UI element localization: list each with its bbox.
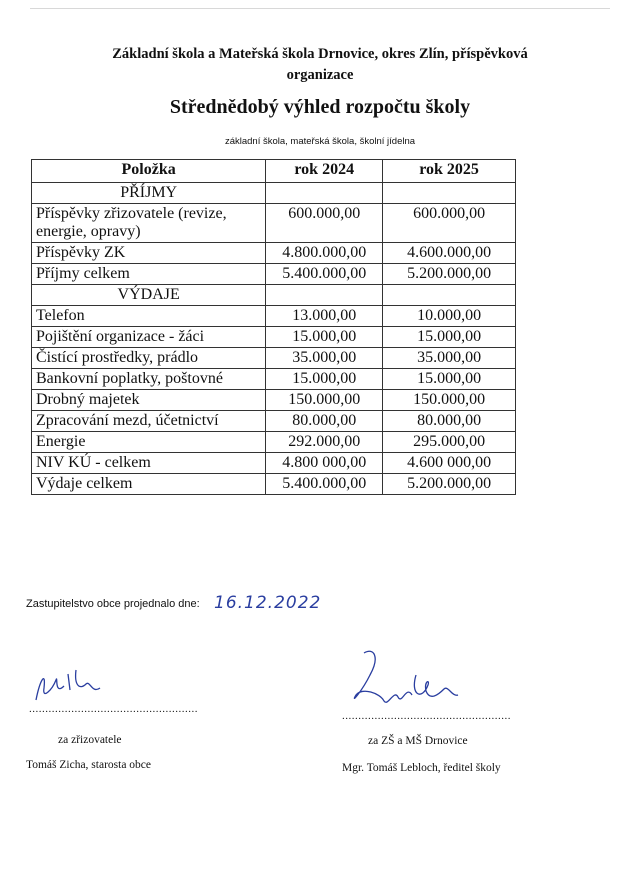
row-item: NIV KÚ - celkem <box>32 453 266 474</box>
empty-cell <box>383 183 516 204</box>
income-heading: PŘÍJMY <box>32 183 266 204</box>
row-item: Příjmy celkem <box>32 264 266 285</box>
table-row <box>32 474 516 495</box>
budget-table <box>31 159 516 495</box>
row-value-2024: 15.000,00 <box>266 327 383 348</box>
row-item: Telefon <box>32 306 266 327</box>
row-item: Zpracování mezd, účetnictví <box>32 411 266 432</box>
school-header <box>40 44 600 86</box>
empty-cell <box>266 285 383 306</box>
director-signature-line: .................................................... <box>342 710 511 722</box>
row-item: Bankovní poplatky, poštovné <box>32 369 266 390</box>
row-value-2025: 5.200.000,00 <box>383 264 516 285</box>
row-value-2024: 5.400.000,00 <box>266 474 383 495</box>
row-item: Drobný majetek <box>32 390 266 411</box>
row-value-2024: 5.400.000,00 <box>266 264 383 285</box>
approval-label: Zastupitelstvo obce projednalo dne: <box>26 598 200 610</box>
table-row <box>32 432 516 453</box>
director-signature <box>340 645 470 717</box>
row-item: Příspěvky ZK <box>32 243 266 264</box>
director-name: Mgr. Tomáš Lebloch, ředitel školy <box>342 762 501 774</box>
table-row <box>32 411 516 432</box>
row-item: Příspěvky zřizovatele (revize, energie, opravy) <box>32 204 266 243</box>
column-header-item: Položka <box>32 160 266 183</box>
table-row <box>32 204 516 243</box>
income-section-row <box>32 183 516 204</box>
approval-date: 16.12.2022 <box>214 593 322 613</box>
table-row <box>32 243 516 264</box>
row-value-2024: 13.000,00 <box>266 306 383 327</box>
row-value-2025: 15.000,00 <box>383 327 516 348</box>
column-header-2024: rok 2024 <box>266 160 383 183</box>
table-row <box>32 390 516 411</box>
row-value-2024: 600.000,00 <box>266 204 383 243</box>
mayor-name: Tomáš Zicha, starosta obce <box>26 759 152 771</box>
director-role: za ZŠ a MŠ Drnovice <box>368 735 468 747</box>
table-row <box>32 327 516 348</box>
row-item: Čistící prostředky, prádlo <box>32 348 266 369</box>
row-value-2024: 150.000,00 <box>266 390 383 411</box>
row-value-2025: 10.000,00 <box>383 306 516 327</box>
table-row <box>32 453 516 474</box>
table-header-row <box>32 160 516 183</box>
row-value-2025: 15.000,00 <box>383 369 516 390</box>
document-title: Střednědobý výhled rozpočtu školy <box>169 96 471 118</box>
row-value-2024: 80.000,00 <box>266 411 383 432</box>
row-value-2025: 5.200.000,00 <box>383 474 516 495</box>
row-value-2025: 4.600 000,00 <box>383 453 516 474</box>
table-row <box>32 369 516 390</box>
row-value-2024: 292.000,00 <box>266 432 383 453</box>
header-line-1: Základní škola a Mateřská škola Drnovice, okres Zlín, příspěvková <box>112 46 528 62</box>
mayor-signature-line: .................................................... <box>29 703 198 715</box>
row-item: Pojištění organizace - žáci <box>32 327 266 348</box>
table-row <box>32 306 516 327</box>
top-scan-line <box>30 8 610 9</box>
mayor-role: za zřizovatele <box>58 734 122 746</box>
table-row <box>32 264 516 285</box>
row-value-2025: 35.000,00 <box>383 348 516 369</box>
row-value-2024: 4.800 000,00 <box>266 453 383 474</box>
mayor-signature <box>30 660 120 708</box>
row-item: Energie <box>32 432 266 453</box>
row-item: Výdaje celkem <box>32 474 266 495</box>
expense-section-row <box>32 285 516 306</box>
row-value-2024: 15.000,00 <box>266 369 383 390</box>
row-value-2025: 80.000,00 <box>383 411 516 432</box>
document-subtitle: základní škola, mateřská škola, školní jídelna <box>224 136 416 147</box>
empty-cell <box>383 285 516 306</box>
row-value-2025: 4.600.000,00 <box>383 243 516 264</box>
row-value-2025: 150.000,00 <box>383 390 516 411</box>
row-value-2024: 4.800.000,00 <box>266 243 383 264</box>
row-value-2024: 35.000,00 <box>266 348 383 369</box>
row-value-2025: 600.000,00 <box>383 204 516 243</box>
header-line-2: organizace <box>286 67 354 83</box>
table-row <box>32 348 516 369</box>
empty-cell <box>266 183 383 204</box>
column-header-2025: rok 2025 <box>383 160 516 183</box>
expense-heading: VÝDAJE <box>32 285 266 306</box>
row-value-2025: 295.000,00 <box>383 432 516 453</box>
